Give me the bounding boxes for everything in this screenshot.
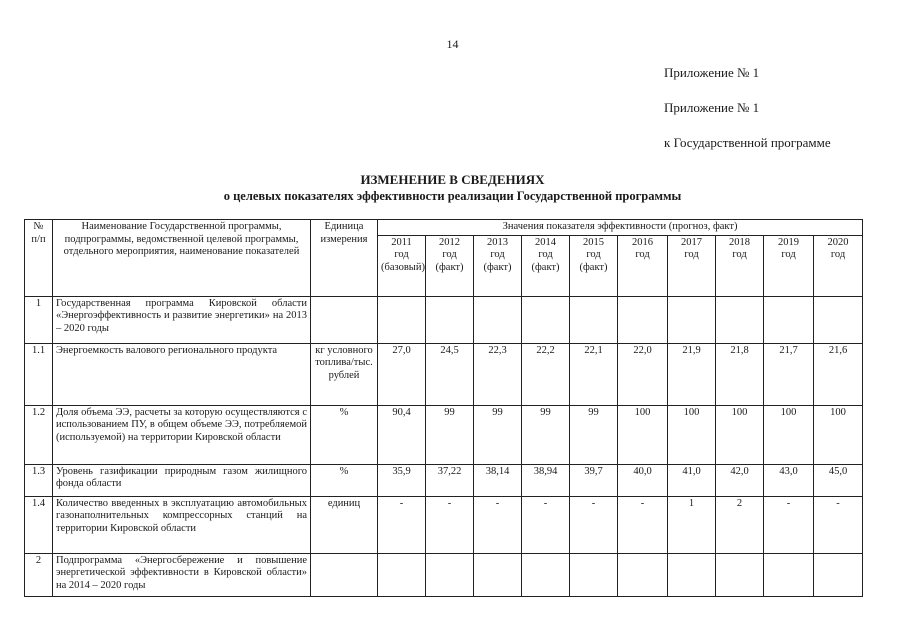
row-value: 42,0: [716, 464, 764, 496]
header-year-value: 2013: [487, 236, 508, 248]
row-value: [814, 296, 863, 343]
row-value: 22,1: [570, 343, 618, 405]
header-name: Наименование Государственной программы, подпрограммы, ведомственной целевой программы, отдельного мероприятия, наименование показателей: [53, 220, 311, 297]
row-name: Количество введенных в эксплуатацию автомобильных газонаполнительных компрессорных станций на территории Кировской области: [53, 496, 311, 553]
row-name: Доля объема ЭЭ, расчеты за которую осуществляются с использованием ПУ, в общем объеме ЭЭ, потребляемой (используемой) на территории Кировской области: [53, 405, 311, 464]
table-row: [25, 553, 863, 596]
row-value: -: [570, 496, 618, 553]
row-value: 21,7: [764, 343, 814, 405]
row-value: 21,6: [814, 343, 863, 405]
header-year: [764, 235, 814, 296]
row-value: 43,0: [764, 464, 814, 496]
row-value: 90,4: [378, 405, 426, 464]
row-value: 99: [522, 405, 570, 464]
header-year-note: год: [781, 249, 796, 261]
row-value: [570, 553, 618, 596]
row-value: [378, 553, 426, 596]
row-unit: %: [311, 464, 378, 496]
row-number: 1: [25, 296, 53, 343]
row-value: 100: [764, 405, 814, 464]
row-value: 22,0: [618, 343, 668, 405]
row-value: 37,22: [426, 464, 474, 496]
row-value: [618, 553, 668, 596]
row-value: 100: [668, 405, 716, 464]
table-row: [25, 296, 863, 343]
row-number: 1.3: [25, 464, 53, 496]
row-value: [522, 553, 570, 596]
row-name: Энергоемкость валового регионального продукта: [53, 343, 311, 405]
header-year-value: 2015: [583, 236, 604, 248]
row-value: -: [618, 496, 668, 553]
header-year-value: 2018: [729, 236, 750, 248]
row-value: 24,5: [426, 343, 474, 405]
header-year: [668, 235, 716, 296]
row-value: [426, 296, 474, 343]
header-year-value: 2020: [827, 236, 849, 248]
row-value: 100: [716, 405, 764, 464]
header-year-value: 2016: [632, 236, 653, 248]
row-value: [668, 296, 716, 343]
row-value: -: [522, 496, 570, 553]
page-number: 14: [446, 37, 459, 51]
header-year-note: год (факт): [531, 249, 560, 273]
row-value: 27,0: [378, 343, 426, 405]
row-name: Государственная программа Кировской области «Энергоэффективность и развитие энергетики» на 2013 – 2020 годы: [53, 296, 311, 343]
row-value: 41,0: [668, 464, 716, 496]
row-value: [814, 553, 863, 596]
row-value: 2: [716, 496, 764, 553]
appendix-line-1: Приложение № 1: [664, 65, 760, 80]
row-value: [522, 296, 570, 343]
row-value: 39,7: [570, 464, 618, 496]
row-value: -: [378, 496, 426, 553]
row-value: 100: [814, 405, 863, 464]
row-unit: [311, 553, 378, 596]
row-unit: кг условного топлива/тыс. рублей: [311, 343, 378, 405]
header-year: [618, 235, 668, 296]
row-unit: единиц: [311, 496, 378, 553]
header-year-value: 2014: [535, 236, 556, 248]
table-row: [25, 496, 863, 553]
table-row: [25, 464, 863, 496]
row-value: 22,2: [522, 343, 570, 405]
row-value: 100: [618, 405, 668, 464]
row-value: 38,14: [474, 464, 522, 496]
row-value: [716, 296, 764, 343]
row-number: 1.4: [25, 496, 53, 553]
row-value: [426, 553, 474, 596]
row-number: 1.2: [25, 405, 53, 464]
row-unit: %: [311, 405, 378, 464]
row-unit: [311, 296, 378, 343]
row-value: [378, 296, 426, 343]
header-year: [570, 235, 618, 296]
row-value: [474, 553, 522, 596]
row-value: 99: [570, 405, 618, 464]
row-value: [716, 553, 764, 596]
row-value: [668, 553, 716, 596]
header-year: [716, 235, 764, 296]
row-value: 40,0: [618, 464, 668, 496]
header-year: [426, 235, 474, 296]
header-year-value: 2011: [391, 236, 412, 248]
row-value: [764, 553, 814, 596]
row-value: -: [474, 496, 522, 553]
row-value: 38,94: [522, 464, 570, 496]
header-year: [474, 235, 522, 296]
header-year: [814, 235, 863, 296]
header-year-note: год: [732, 249, 747, 261]
row-value: [618, 296, 668, 343]
document-title: ИЗМЕНЕНИЕ В СВЕДЕНИЯХ: [360, 172, 545, 187]
row-value: [474, 296, 522, 343]
header-year-note: год (факт): [483, 249, 512, 273]
header-number: № п/п: [25, 220, 53, 297]
appendix-line-3: к Государственной программе: [664, 135, 831, 150]
row-number: 1.1: [25, 343, 53, 405]
row-value: 22,3: [474, 343, 522, 405]
header-year-value: 2012: [439, 236, 460, 248]
row-number: 2: [25, 553, 53, 596]
row-value: [570, 296, 618, 343]
row-value: 99: [474, 405, 522, 464]
table-row: [25, 405, 863, 464]
row-name: Уровень газификации природным газом жилищного фонда области: [53, 464, 311, 496]
header-year-note: год (базовый): [381, 249, 425, 273]
header-year: [522, 235, 570, 296]
row-value: 1: [668, 496, 716, 553]
appendix-line-2: Приложение № 1: [664, 100, 760, 115]
header-year-note: год: [635, 249, 650, 261]
row-value: 45,0: [814, 464, 863, 496]
header-row-1: [25, 220, 863, 236]
header-year-note: год: [830, 249, 846, 261]
header-year: [378, 235, 426, 296]
table-row: [25, 343, 863, 405]
header-year-value: 2019: [778, 236, 799, 248]
header-year-note: год: [684, 249, 699, 261]
row-value: 21,8: [716, 343, 764, 405]
row-value: -: [814, 496, 863, 553]
row-value: 21,9: [668, 343, 716, 405]
header-unit: Единица измерения: [311, 220, 378, 297]
header-values-group: Значения показателя эффективности (прогноз, факт): [378, 220, 863, 236]
header-year-note: год (факт): [579, 249, 608, 273]
row-value: 99: [426, 405, 474, 464]
indicators-table: [24, 219, 863, 597]
row-value: 35,9: [378, 464, 426, 496]
header-year-note: год (факт): [435, 249, 464, 273]
document-subtitle: о целевых показателях эффективности реализации Государственной программы: [223, 189, 682, 203]
row-value: -: [764, 496, 814, 553]
row-value: -: [426, 496, 474, 553]
header-year-value: 2017: [681, 236, 702, 248]
row-name: Подпрограмма «Энергосбережение и повышение энергетической эффективности в Кировской области» на 2014 – 2020 годы: [53, 553, 311, 596]
row-value: [764, 296, 814, 343]
